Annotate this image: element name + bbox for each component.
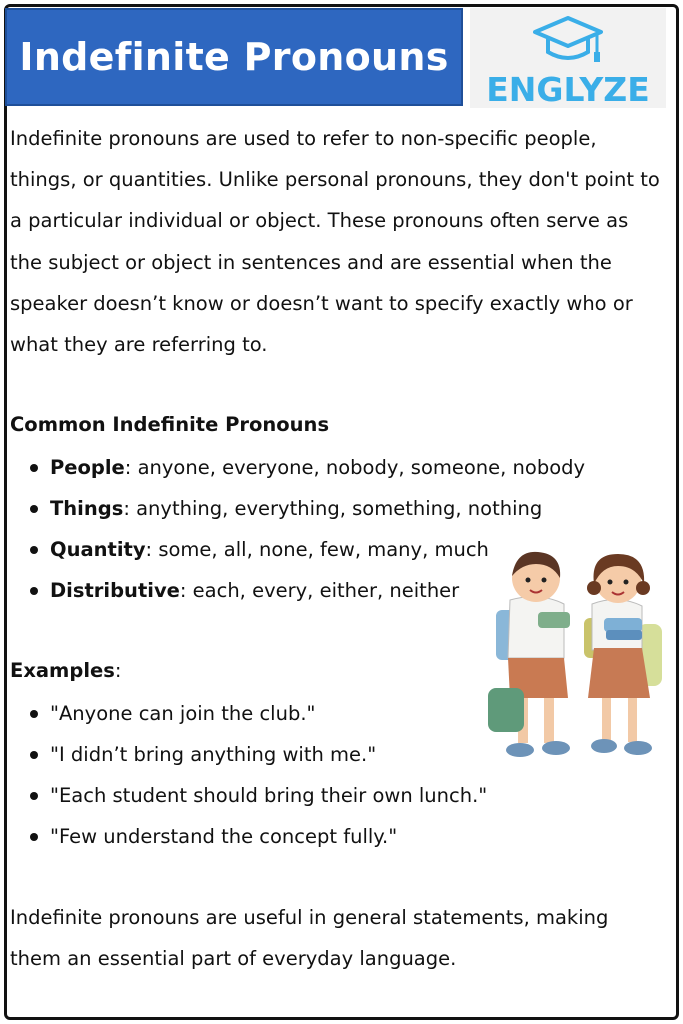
bullet-icon xyxy=(30,792,38,800)
title-banner xyxy=(5,8,463,106)
list-item xyxy=(10,816,487,857)
list-item xyxy=(10,447,585,488)
closing-section xyxy=(10,897,660,979)
bullet-icon xyxy=(30,546,38,554)
page-title: Indefinite Pronouns xyxy=(19,35,449,79)
closing-paragraph: Indefinite pronouns are useful in general statements, making them an essential part of everyday language. xyxy=(10,906,609,971)
examples-heading xyxy=(10,659,121,682)
item-label: People xyxy=(50,456,125,479)
bullet-icon xyxy=(30,464,38,472)
intro-section xyxy=(10,118,660,365)
item-label: Things xyxy=(50,497,124,520)
list-item xyxy=(10,775,487,816)
girl-figure xyxy=(584,554,662,755)
bullet-icon xyxy=(30,710,38,718)
example-text: "I didn’t bring anything with me." xyxy=(50,743,377,766)
examples-colon: : xyxy=(114,659,122,682)
common-heading: Common Indefinite Pronouns xyxy=(10,413,330,436)
item-text: : each, every, either, neither xyxy=(179,579,460,602)
bullet-icon xyxy=(30,587,38,595)
example-text: "Anyone can join the club." xyxy=(50,702,316,725)
examples-heading-text: Examples xyxy=(10,659,115,682)
graduation-cap-icon xyxy=(533,14,603,72)
item-label: Quantity xyxy=(50,538,146,561)
example-text: "Each student should bring their own lunch." xyxy=(50,784,488,807)
item-text: : anything, everything, something, nothing xyxy=(123,497,543,520)
examples-list xyxy=(10,693,487,857)
bullet-icon xyxy=(30,833,38,841)
bullet-icon xyxy=(30,505,38,513)
list-item xyxy=(10,734,487,775)
example-text: "Few understand the concept fully." xyxy=(50,825,398,848)
logo-text: ENGLYZE xyxy=(486,70,650,109)
boy-figure xyxy=(488,552,570,757)
list-item xyxy=(10,693,487,734)
intro-paragraph: Indefinite pronouns are used to refer to non-specific people, things, or quantities. Unlike personal pronouns, they don't point to a particular individual or object. These pronouns often serve as the subject or object in sentences and are essential when the speaker doesn’t know or doesn’t want to specify exactly who or what they are referring to. xyxy=(10,127,660,357)
bullet-icon xyxy=(30,751,38,759)
brand-logo xyxy=(470,8,666,108)
item-text: : anyone, everyone, nobody, someone, nobody xyxy=(124,456,586,479)
list-item xyxy=(10,488,585,529)
item-label: Distributive xyxy=(50,579,180,602)
item-text: : some, all, none, few, many, much xyxy=(145,538,489,561)
two-students-walking-illustration xyxy=(486,548,670,780)
